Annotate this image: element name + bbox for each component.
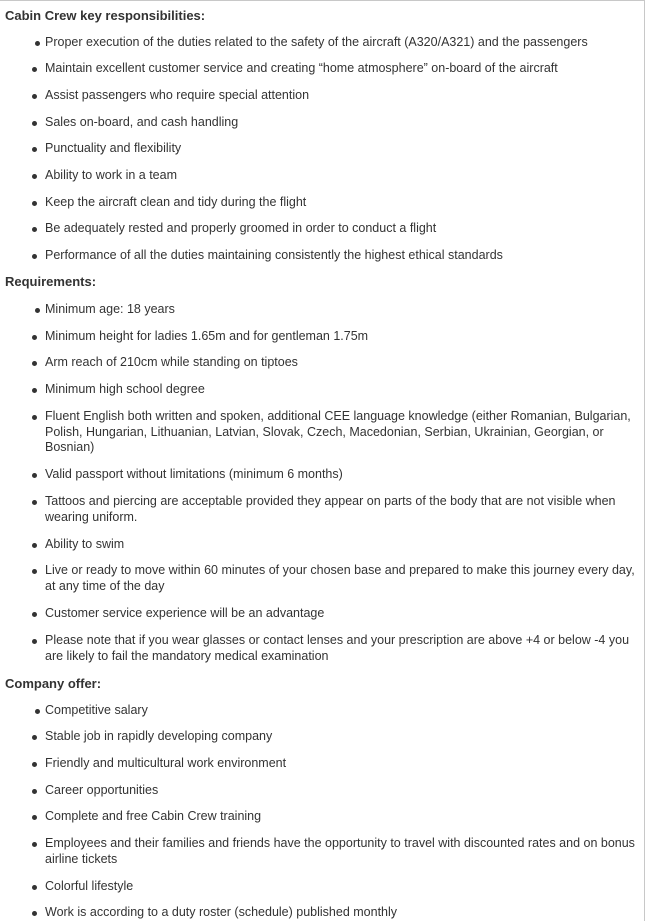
list-item: Competitive salary xyxy=(45,703,148,717)
list-item: Proper execution of the duties related to the safety of the aircraft (A320/A321) and the passengers xyxy=(45,35,588,49)
list-item: Tattoos and piercing are acceptable provided they appear on parts of the body that are not visible when wearing uniform. xyxy=(45,494,616,524)
list-item: Work is according to a duty roster (schedule) published monthly xyxy=(45,905,398,919)
bullet-icon xyxy=(32,415,37,420)
bullet-icon xyxy=(32,815,37,820)
bullet-icon xyxy=(32,121,37,126)
list-item: Minimum height for ladies 1.65m and for gentleman 1.75m xyxy=(45,329,369,343)
list-item: Arm reach of 210cm while standing on tiptoes xyxy=(45,355,298,369)
list-item: Minimum age: 18 years xyxy=(45,302,175,316)
list-item: Customer service experience will be an advantage xyxy=(45,606,325,620)
list-item: Keep the aircraft clean and tidy during the flight xyxy=(45,195,307,209)
list-item: Friendly and multicultural work environment xyxy=(45,756,287,770)
list-item: Assist passengers who require special attention xyxy=(45,88,310,102)
bullet-icon xyxy=(35,41,40,46)
bullet-icon xyxy=(32,885,37,890)
bullet-icon xyxy=(35,308,40,313)
list-item: Fluent English both written and spoken, additional CEE language knowledge (either Romanian, Bulgarian, Polish, Hungarian, Lithuanian, Latvian, Slovak, Czech, Macedonian, Serbian, Ukrainian, Georgian, or Bosnian) xyxy=(45,409,631,454)
bullet-icon xyxy=(32,735,37,740)
bullet-icon xyxy=(32,762,37,767)
bullet-icon xyxy=(32,569,37,574)
section-title-responsibilities: Cabin Crew key responsibilities: xyxy=(5,8,206,23)
bullet-icon xyxy=(32,174,37,179)
bullet-icon xyxy=(32,500,37,505)
list-item: Valid passport without limitations (minimum 6 months) xyxy=(45,467,343,481)
bullet-icon xyxy=(32,335,37,340)
list-item: Career opportunities xyxy=(45,783,159,797)
list-item: Employees and their families and friends have the opportunity to travel with discounted rates and on bonus airline tickets xyxy=(45,836,635,866)
bullet-icon xyxy=(32,227,37,232)
list-item: Colorful lifestyle xyxy=(45,879,134,893)
list-item: Ability to work in a team xyxy=(45,168,177,182)
list-item: Please note that if you wear glasses or contact lenses and your prescription are above +4 or below -4 you are likely to fail the mandatory medical examination xyxy=(45,633,630,663)
bullet-icon xyxy=(32,543,37,548)
list-item: Complete and free Cabin Crew training xyxy=(45,809,262,823)
list-item: Ability to swim xyxy=(45,537,125,551)
section-title-requirements: Requirements: xyxy=(5,274,97,289)
bullet-icon xyxy=(35,709,40,714)
bullet-icon xyxy=(32,842,37,847)
bullet-icon xyxy=(32,361,37,366)
bullet-icon xyxy=(32,612,37,617)
list-item: Maintain excellent customer service and creating “home atmosphere” on-board of the aircraft xyxy=(45,61,558,75)
bullet-icon xyxy=(32,388,37,393)
list-item: Punctuality and flexibility xyxy=(45,141,182,155)
bullet-icon xyxy=(32,254,37,259)
list-item: Performance of all the duties maintaining consistently the highest ethical standards xyxy=(45,248,503,262)
section-title-company-offer: Company offer: xyxy=(5,676,102,691)
list-item: Stable job in rapidly developing company xyxy=(45,729,273,743)
bullet-icon xyxy=(32,67,37,72)
bullet-icon xyxy=(32,789,37,794)
bullet-icon xyxy=(32,94,37,99)
list-item: Be adequately rested and properly groomed in order to conduct a flight xyxy=(45,221,437,235)
bullet-icon xyxy=(32,911,37,916)
bullet-icon xyxy=(32,201,37,206)
bullet-icon xyxy=(32,639,37,644)
bullet-icon xyxy=(32,473,37,478)
list-item: Sales on-board, and cash handling xyxy=(45,115,239,129)
list-item: Minimum high school degree xyxy=(45,382,205,396)
bullet-icon xyxy=(32,147,37,152)
list-item: Live or ready to move within 60 minutes of your chosen base and prepared to make this journey every day, at any time of the day xyxy=(45,563,635,593)
